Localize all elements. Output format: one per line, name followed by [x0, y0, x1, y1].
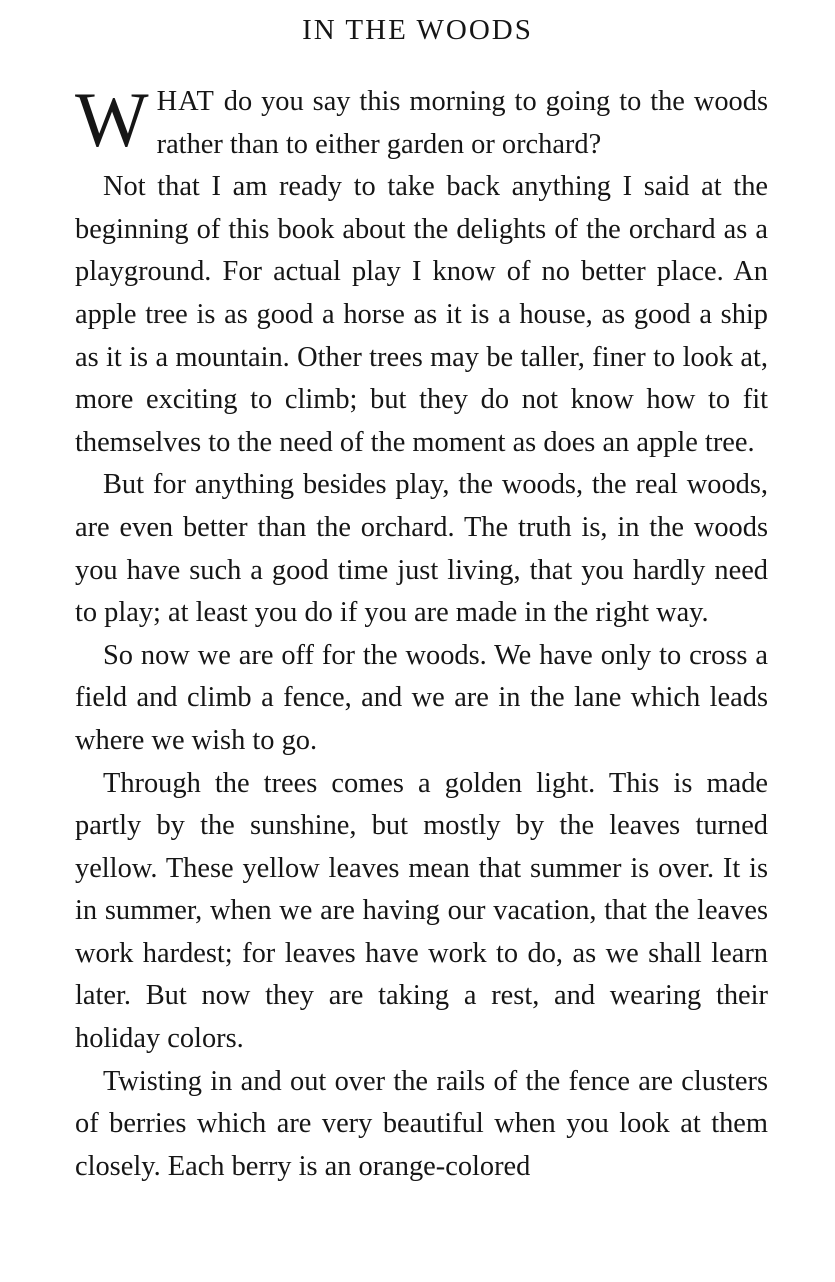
paragraph-4: So now we are off for the woods. We have only to cross a field and climb a fence, and we are in the lane which leads where we wish to go.: [75, 639, 768, 756]
paragraph-2: Not that I am ready to take back anything I said at the beginning of this book about the delights of the orchard as a playground. For actual play I know of no better place. An apple tree is as good a horse as it is a house, as good a ship as it is a mountain. Other trees may be taller, finer to look at, more exciting to climb; but they do not know how to fit themselves to the need of the moment as does an apple tree.: [75, 171, 768, 458]
paragraph-1-text: do you say this morning to going to the woods rather than to either garden or orchard?: [156, 86, 768, 160]
running-head-title: IN THE WOODS: [302, 14, 533, 46]
drop-cap: W: [75, 76, 149, 163]
paragraph-6: Twisting in and out over the rails of the fence are clusters of berries which are very beautiful when you look at them closely. Each berry is an orange-colored: [75, 1065, 768, 1182]
paragraph-3: But for anything besides play, the woods, the real woods, are even better than the orchard. The truth is, in the woods you have such a good time just living, that you hardly need to play; at least you do if you are made in the right way.: [75, 469, 768, 629]
first-word-smallcaps: HAT: [156, 86, 215, 117]
paragraph-5: Through the trees comes a golden light. This is made partly by the sunshine, but mostly by the leaves turned yellow. These yellow leaves mean that summer is over. It is in summer, when we are having our vacation, that the leaves work hardest; for leaves have work to do, as we shall learn later. But now they are taking a rest, and wearing their holiday colors.: [75, 767, 768, 1055]
paragraph-1: [75, 76, 768, 166]
body-text: [75, 76, 768, 1188]
